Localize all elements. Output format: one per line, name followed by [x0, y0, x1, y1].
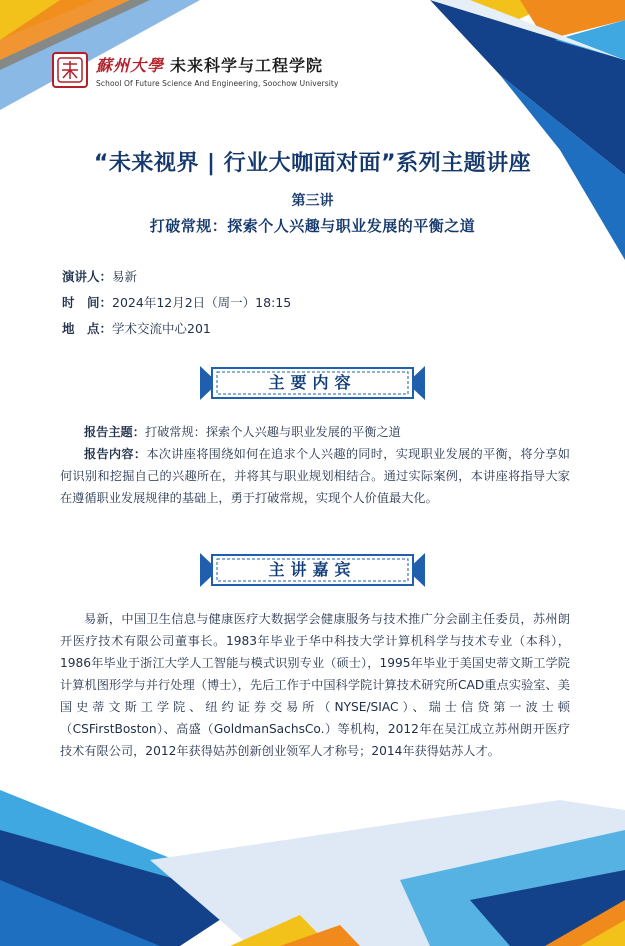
- school-name-en: School Of Future Science And Engineering, Soochow University: [96, 78, 339, 88]
- speaker-value: 易新: [112, 269, 138, 284]
- guest-bio: 易新，中国卫生信息与健康医疗大数据学会健康服务与技术推广分会副主任委员，苏州朗开医疗技术有限公司董事长。1983年毕业于华中科技大学计算机科学与技术专业（本科），1986年毕业于浙江大学人工智能与模式识别专业（硕士），1995年毕业于美国史蒂文斯工学院计算机图形学与并行处理（博士），先后工作于中国科学院计算技术研究所CAD重点实验室、美国史蒂文斯工学院、纽约证券交易所（NYSE/SIAC）、瑞士信贷第一波士顿（CSFirstBoston）、高盛（GoldmanSachsCo.）等机构，2012年在吴江成立苏州朗开医疗技术有限公司，2012年获得姑苏创新创业领军人才称号；2014年获得姑苏人才。: [60, 612, 570, 758]
- topic-label: 报告主题：: [84, 425, 145, 439]
- content-value: 本次讲座将围绕如何在追求个人兴趣的同时，实现职业发展的平衡，将分享如何识别和挖掘自己的兴趣所在，并将其与职业规划相结合。通过实际案例，本讲座将指导大家在遵循职业发展规律的基础上，勇于打破常规，实现个人价值最大化。: [60, 447, 570, 505]
- time-row: [62, 290, 291, 316]
- topic-value: 打破常规：探索个人兴趣与职业发展的平衡之道: [144, 425, 401, 439]
- lecture-number: 第三讲: [291, 193, 334, 209]
- university-logo: [52, 52, 339, 88]
- place-label: 地 点：: [62, 321, 113, 336]
- report-content: [60, 443, 570, 509]
- seal-icon: [52, 52, 88, 88]
- speaker-row: [62, 264, 291, 290]
- place-value: 学术交流中心201: [112, 321, 211, 336]
- speaker-label: 演讲人：: [62, 269, 113, 284]
- event-info: [62, 264, 291, 342]
- content-label: 报告内容：: [84, 447, 147, 461]
- report-topic: [60, 421, 570, 443]
- time-value: 2024年12月2日（周一）18:15: [112, 295, 292, 310]
- time-label: 时 间：: [62, 295, 113, 310]
- university-name-cn: 蘇州大學: [96, 55, 165, 75]
- guest-heading: 主讲嘉宾: [268, 560, 357, 579]
- main-content-banner: [200, 366, 425, 400]
- main-content-heading: 主要内容: [268, 373, 357, 392]
- place-row: [62, 316, 291, 342]
- lecture-subtitle: 打破常规：探索个人兴趣与职业发展的平衡之道: [149, 217, 476, 235]
- guest-banner: [200, 553, 425, 587]
- school-name-cn: 未来科学与工程学院: [170, 55, 324, 75]
- series-title: “未来视界 | 行业大咖面对面”系列主题讲座: [93, 151, 532, 176]
